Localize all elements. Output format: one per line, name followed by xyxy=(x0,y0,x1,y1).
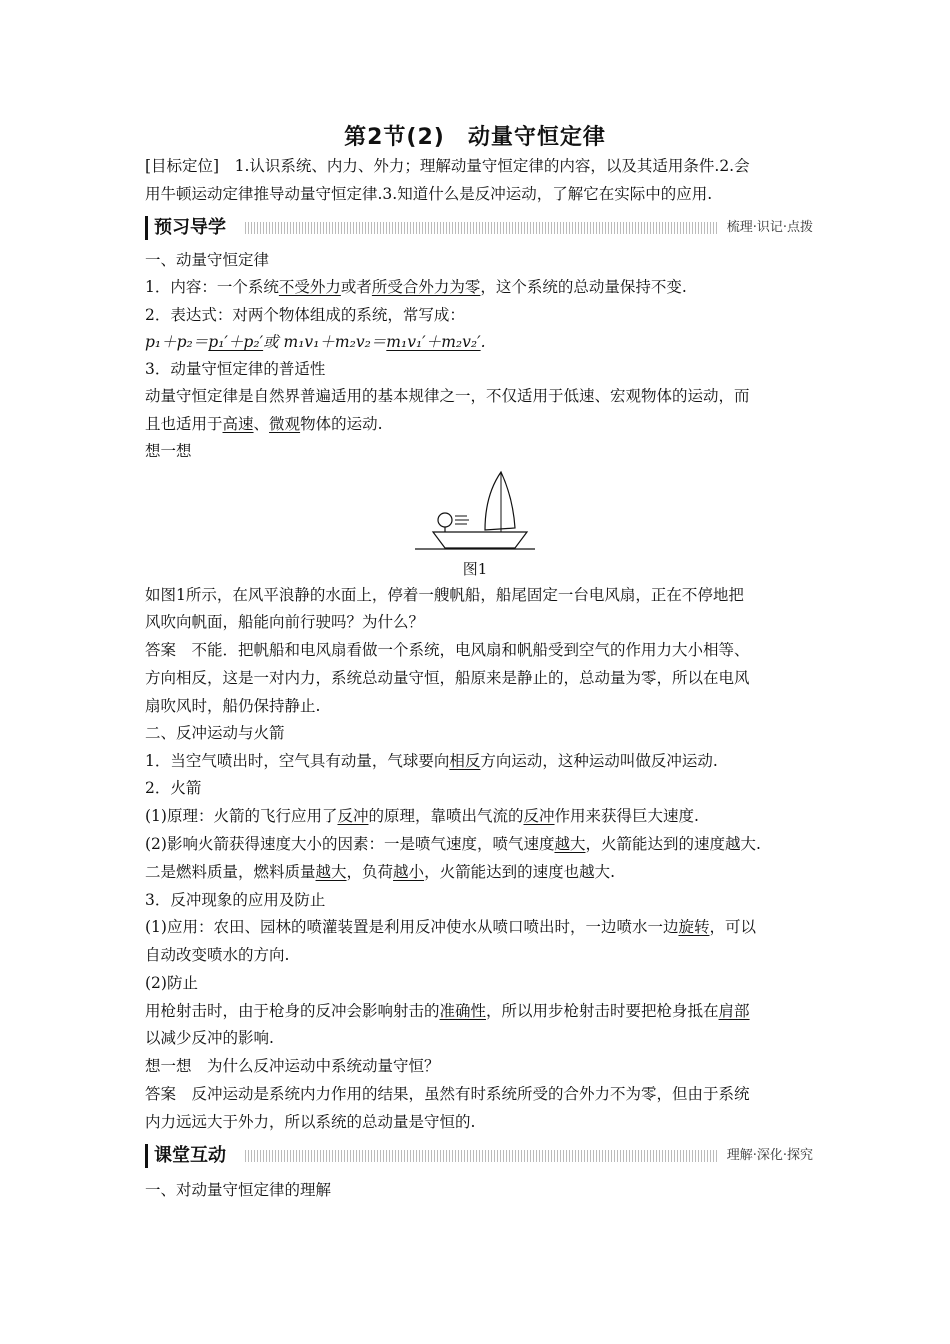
blank-answer: 肩部 xyxy=(718,1002,750,1020)
paragraph-line xyxy=(145,414,817,434)
figure-caption: 图1 xyxy=(462,560,488,578)
item-rocket: 2．火箭 xyxy=(145,779,202,797)
blank-answer: 越小 xyxy=(393,863,425,881)
sail xyxy=(485,472,515,530)
blank-answer: 所受合外力为零 xyxy=(371,278,481,296)
application-line: 自动改变喷水的方向. xyxy=(145,946,290,964)
blank-answer: 越大 xyxy=(315,863,347,881)
text: 方向运动，这种运动叫做反冲运动. xyxy=(480,752,718,770)
text: 物体的运动. xyxy=(300,415,383,433)
blank-answer: 旋转 xyxy=(678,918,710,936)
section-label: 课堂互动 xyxy=(145,1144,232,1168)
heading-understanding: 一、对动量守恒定律的理解 xyxy=(145,1181,332,1199)
formula-text: 或 m₁v₁＋m₂v₂＝ xyxy=(263,333,387,351)
text: 且也适用于 xyxy=(145,415,223,433)
formula-text: p₁＋p₂＝ xyxy=(145,333,209,351)
text: 作用来获得巨大速度. xyxy=(554,807,699,825)
answer-line: 方向相反，这是一对内力，系统总动量守恒，船原来是静止的，总动量为零，所以在电风 xyxy=(145,669,750,687)
blank-answer: 相反 xyxy=(449,752,481,770)
prevention-line xyxy=(145,1001,817,1021)
item-universality: 3．动量守恒定律的普适性 xyxy=(145,360,326,378)
objectives-line-1: [目标定位] 1.认识系统、内力、外力；理解动量守恒定律的内容，以及其适用条件.2.会 xyxy=(145,157,750,175)
answer-line: 答案 反冲运动是系统内力作用的结果，虽然有时系统所受的合外力不为零，但由于系统 xyxy=(145,1085,750,1103)
blank-answer: 越大 xyxy=(554,835,586,853)
paragraph-line: 动量守恒定律是自然界普遍适用的基本规律之一，不仅适用于低速、宏观物体的运动，而 xyxy=(145,387,750,405)
text: 1．当空气喷出时，空气具有动量，气球要向 xyxy=(145,752,450,770)
section-label: 预习导学 xyxy=(145,216,232,240)
rocket-factor-2 xyxy=(145,862,817,882)
wind-arrows-icon xyxy=(455,516,469,524)
text: (1)应用：农田、园林的喷灌装置是利用反冲使水从喷口喷出时，一边喷水一边 xyxy=(145,918,679,936)
boat-hull xyxy=(433,532,527,548)
text: ，负荷 xyxy=(346,863,394,881)
item-applications: 3．反冲现象的应用及防止 xyxy=(145,891,326,909)
text: 或者 xyxy=(340,278,372,296)
text: (1)原理：火箭的飞行应用了 xyxy=(145,807,338,825)
item-expression: 2．表达式：对两个物体组成的系统，常写成： xyxy=(145,306,465,324)
blank-answer: 微观 xyxy=(269,415,301,433)
text: 二是燃料质量，燃料质量 xyxy=(145,863,316,881)
page-title: 第2节(2) 动量守恒定律 xyxy=(344,125,606,150)
blank-answer: 高速 xyxy=(222,415,254,433)
rocket-principle xyxy=(145,806,817,826)
text: 1．内容：一个系统 xyxy=(145,278,279,296)
application-line xyxy=(145,917,817,937)
text: 用枪射击时，由于枪身的反冲会影响射击的 xyxy=(145,1002,440,1020)
formula-text: . xyxy=(480,333,486,351)
text: ，火箭能达到的速度越大. xyxy=(585,835,761,853)
rocket-factor-1 xyxy=(145,834,817,854)
sailboat-fan-figure xyxy=(415,470,535,550)
blank-answer: 反冲 xyxy=(337,807,369,825)
item-content xyxy=(145,277,817,297)
text: ，火箭能达到的速度也越大. xyxy=(424,863,615,881)
text: 、 xyxy=(253,415,270,433)
think-question: 想一想 为什么反冲运动中系统动量守恒？ xyxy=(145,1057,440,1075)
blank-answer: m₁v₁′＋m₂v₂′ xyxy=(386,333,481,351)
section-subtitle: 梳理·识记·点拨 xyxy=(717,216,817,240)
section-bar-preview xyxy=(145,216,817,240)
text: ，这个系统的总动量保持不变. xyxy=(480,278,687,296)
blank-answer: 不受外力 xyxy=(278,278,341,296)
fan-icon xyxy=(438,513,452,527)
text: ，所以用步枪射击时要把枪身抵在 xyxy=(486,1002,719,1020)
think-label: 想一想 xyxy=(145,442,192,460)
text: (2)影响火箭获得速度大小的因素：一是喷气速度，喷气速度 xyxy=(145,835,555,853)
text: 的原理，靠喷出气流的 xyxy=(368,807,524,825)
question-line: 风吹向帆面，船能向前行驶吗？为什么？ xyxy=(145,613,425,631)
answer-line: 内力远远大于外力，所以系统的总动量是守恒的. xyxy=(145,1113,476,1131)
answer-line: 答案 不能．把帆船和电风扇看做一个系统，电风扇和帆船受到空气的作用力大小相等、 xyxy=(145,641,750,659)
section-bar-classroom xyxy=(145,1144,817,1168)
question-line: 如图1所示，在风平浪静的水面上，停着一艘帆船，船尾固定一台电风扇，正在不停地把 xyxy=(145,586,744,604)
answer-line: 扇吹风时，船仍保持静止. xyxy=(145,697,321,715)
section-subtitle: 理解·深化·探究 xyxy=(717,1144,817,1168)
prevention-heading: (2)防止 xyxy=(145,974,198,992)
objectives-line-2: 用牛顿运动定律推导动量守恒定律.3.知道什么是反冲运动，了解它在实际中的应用. xyxy=(145,185,713,203)
blank-answer: 准确性 xyxy=(439,1002,487,1020)
formula-line xyxy=(145,332,817,352)
prevention-line: 以减少反冲的影响. xyxy=(145,1029,274,1047)
blank-answer: p₁′＋p₂′ xyxy=(208,333,264,351)
blank-answer: 反冲 xyxy=(523,807,555,825)
item-recoil xyxy=(145,751,817,771)
heading-recoil-rocket: 二、反冲运动与火箭 xyxy=(145,724,285,742)
heading-momentum-conservation: 一、动量守恒定律 xyxy=(145,251,270,269)
text: ，可以 xyxy=(709,918,756,936)
